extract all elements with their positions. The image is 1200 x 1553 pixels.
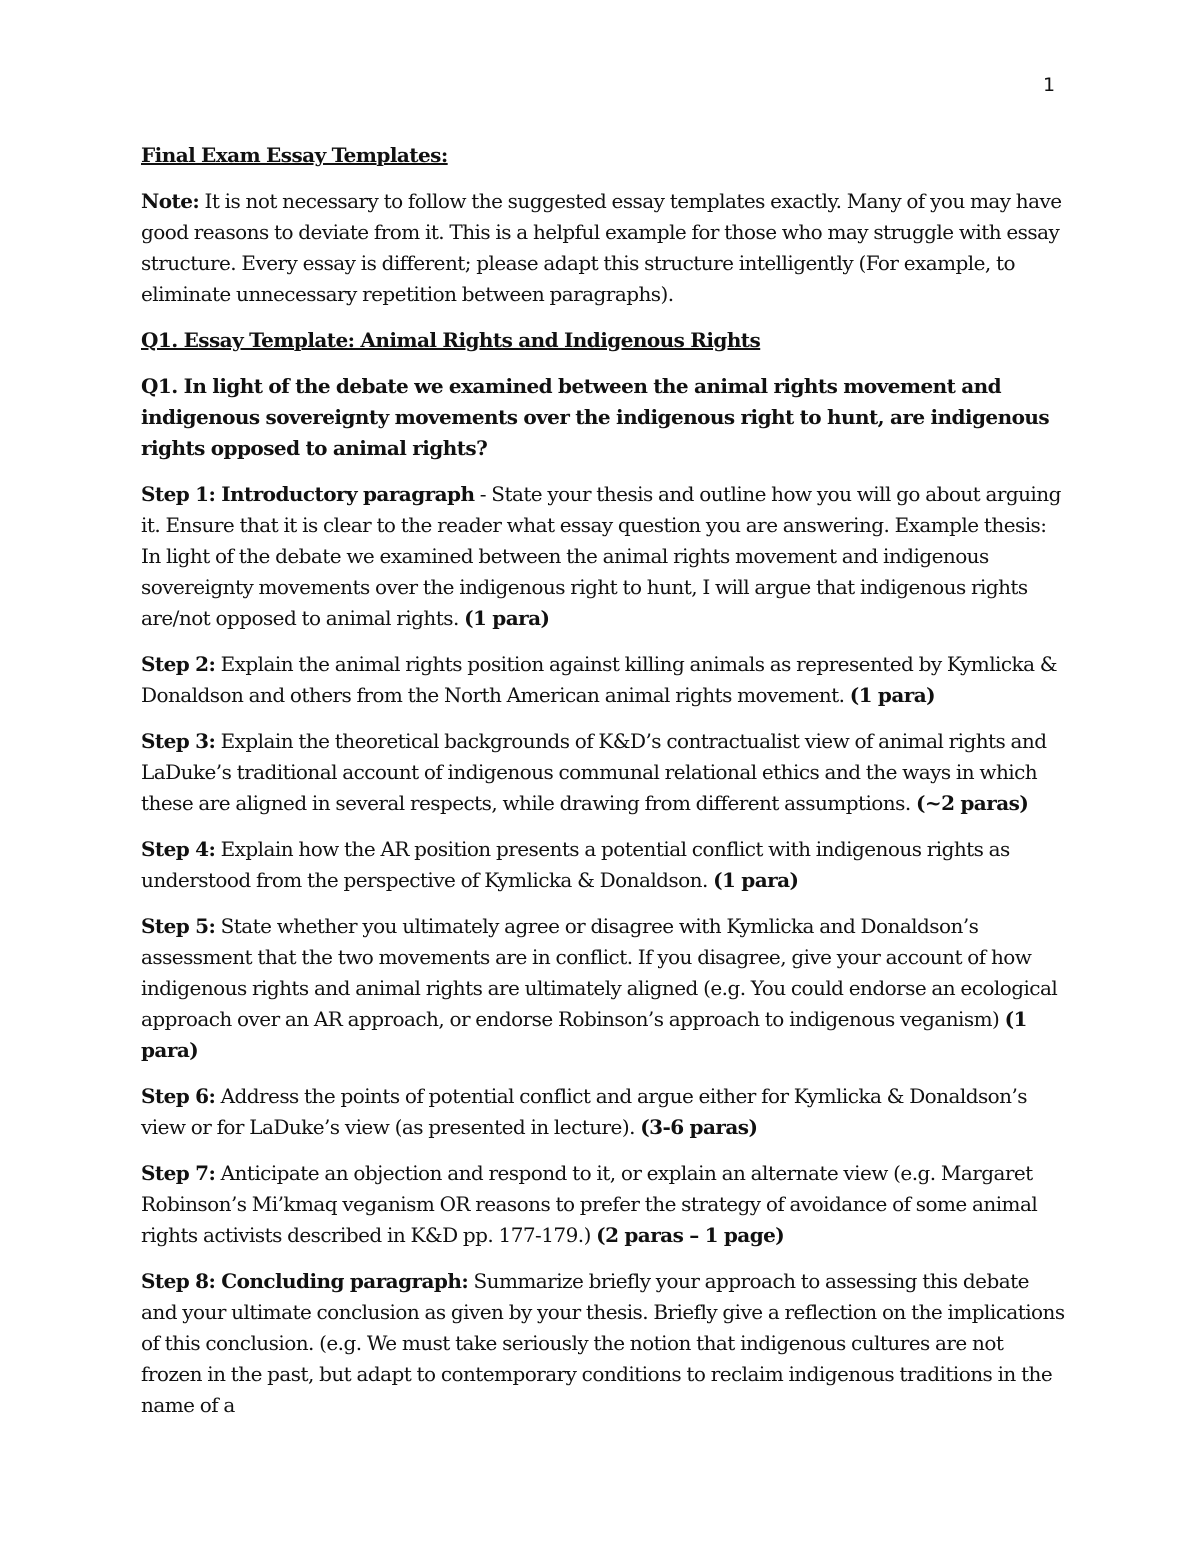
- step-label: Step 6:: [141, 1084, 216, 1108]
- step-label: Step 1: Introductory paragraph: [141, 482, 475, 506]
- step-label: Step 7:: [141, 1161, 216, 1185]
- document-body: [141, 140, 1066, 1436]
- step-text: - State your thesis and outline how you will go about arguing it. Ensure that it is clear to the reader what essay question you are answering. Example thesis: In light of the debate we examined between the animal rights movement and indigenous sovereignty movements over the indigenous right to hunt, I will argue that indigenous rights are/not opposed to animal rights.: [141, 482, 1061, 630]
- step-label: Step 5:: [141, 914, 216, 938]
- step-text: Address the points of potential conflict and argue either for Kymlicka & Donaldson’s view or for LaDuke’s view (as presented in lecture).: [141, 1084, 1028, 1139]
- essay-question: Q1. In light of the debate we examined between the animal rights movement and indigenous sovereignty movements over the indigenous right to hunt, are indigenous rights opposed to animal rights?: [141, 374, 1050, 460]
- step-paragraph: [141, 479, 1066, 634]
- step-text: Summarize briefly your approach to assessing this debate and your ultimate conclusion as given by your thesis. Briefly give a reflection on the implications of this conclusion. (e.g. We must take seriously the notion that indigenous cultures are not frozen in the past, but adapt to contemporary conditions to reclaim indigenous traditions in the name of a: [141, 1269, 1065, 1417]
- document-title: Final Exam Essay Templates:: [141, 143, 448, 167]
- step-label: Step 4:: [141, 837, 216, 861]
- step-paragraph: [141, 649, 1066, 711]
- note-text: It is not necessary to follow the suggested essay templates exactly. Many of you may have good reasons to deviate from it. This is a helpful example for those who may struggle with essay structure. Every essay is different; please adapt this structure intelligently (For example, to eliminate unnecessary repetition between paragraphs).: [141, 189, 1062, 306]
- step-paras: (1 para): [713, 868, 799, 892]
- step-paragraph: [141, 1266, 1066, 1421]
- step-text: Anticipate an objection and respond to it, or explain an alternate view (e.g. Margaret Robinson’s Mi’kmaq veganism OR reasons to prefer the strategy of avoidance of some animal rights activists described in K&D pp. 177-179.): [141, 1161, 1038, 1247]
- step-label: Step 2:: [141, 652, 216, 676]
- step-paragraph: [141, 834, 1066, 896]
- note-paragraph: [141, 186, 1066, 310]
- step-paragraph: [141, 1081, 1066, 1143]
- step-paras: (1 para): [849, 683, 936, 707]
- step-paras: (3-6 paras): [640, 1115, 758, 1139]
- step-paras: (2 paras – 1 page): [596, 1223, 785, 1247]
- step-paras: (1 para): [464, 606, 550, 630]
- step-paragraph: [141, 726, 1066, 819]
- step-text: Explain how the AR position presents a potential conflict with indigenous rights as understood from the perspective of Kymlicka & Donaldson.: [141, 837, 1010, 892]
- section-heading: Q1. Essay Template: Animal Rights and Indigenous Rights: [141, 328, 761, 352]
- step-text: Explain the animal rights position against killing animals as represented by Kymlicka & Donaldson and others from the North American animal rights movement.: [141, 652, 1058, 707]
- step-paras: (1 para): [141, 1007, 1027, 1062]
- step-text: Explain the theoretical backgrounds of K&D’s contractualist view of animal rights and LaDuke’s traditional account of indigenous communal relational ethics and the ways in which these are aligned in several respects, while drawing from different assumptions.: [141, 729, 1047, 815]
- step-label: Step 8: Concluding paragraph:: [141, 1269, 469, 1293]
- step-text: State whether you ultimately agree or disagree with Kymlicka and Donaldson’s assessment that the two movements are in conflict. If you disagree, give your account of how indigenous rights and animal rights are ultimately aligned (e.g. You could endorse an ecological approach over an AR approach, or endorse Robinson’s approach to indigenous veganism): [141, 914, 1058, 1031]
- page-number: 1: [1043, 74, 1056, 96]
- note-label: Note:: [141, 189, 200, 213]
- step-label: Step 3:: [141, 729, 216, 753]
- step-paras: (~2 paras): [915, 791, 1029, 815]
- step-paragraph: [141, 911, 1066, 1066]
- step-paragraph: [141, 1158, 1066, 1251]
